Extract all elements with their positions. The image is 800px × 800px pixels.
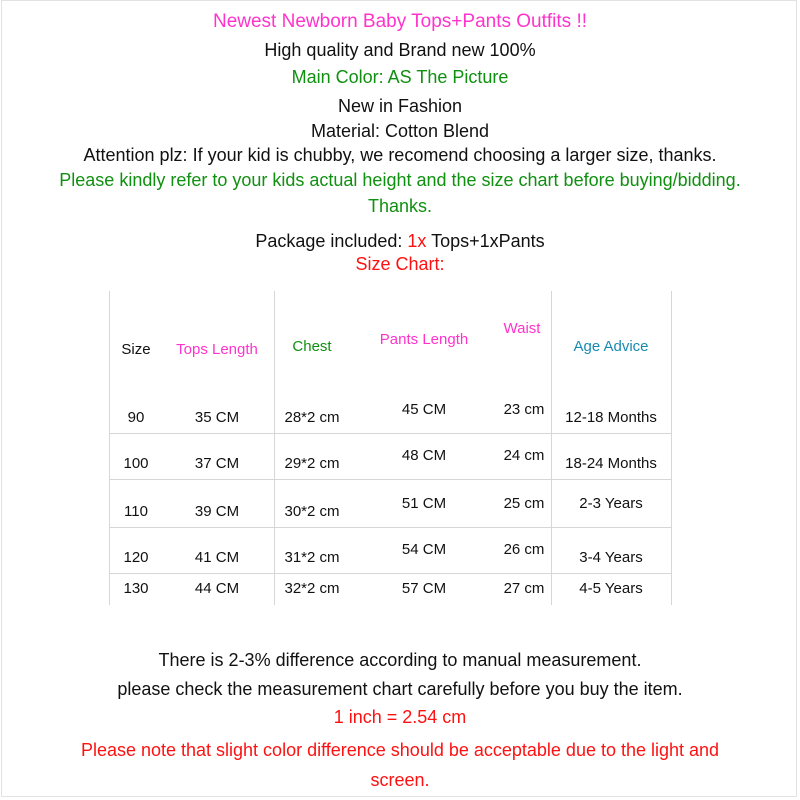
package-prefix: Package included: <box>255 231 408 251</box>
material-text: Material: Cotton Blend <box>310 121 490 141</box>
table-cell: 32*2 cm <box>284 580 340 597</box>
header-size: Size <box>121 341 151 358</box>
table-divider-h1 <box>109 433 672 434</box>
table-cell: 3-4 Years <box>579 549 643 566</box>
table-divider-v1 <box>274 291 275 605</box>
table-cell: 100 <box>123 455 149 472</box>
table-cell: 90 <box>127 409 145 426</box>
table-cell: 29*2 cm <box>284 455 340 472</box>
inch-conversion-text: 1 inch = 2.54 cm <box>333 707 467 727</box>
table-cell: 37 CM <box>194 455 240 472</box>
header-pants-length: Pants Length <box>379 331 469 348</box>
header-age-advice: Age Advice <box>573 338 649 355</box>
table-cell: 57 CM <box>401 580 447 597</box>
table-cell: 27 cm <box>503 580 545 597</box>
table-cell: 30*2 cm <box>284 503 340 520</box>
table-cell: 54 CM <box>401 541 447 558</box>
table-cell: 39 CM <box>194 503 240 520</box>
size-chart-table <box>109 291 672 605</box>
table-border-right <box>671 291 672 605</box>
table-divider-h2 <box>109 479 672 480</box>
fashion-text: New in Fashion <box>337 96 463 116</box>
table-cell: 45 CM <box>401 401 447 418</box>
check-text: please check the measurement chart carefully before you buy the item. <box>117 679 683 699</box>
table-border-left <box>109 291 110 605</box>
table-cell: 48 CM <box>401 447 447 464</box>
main-color-text: Main Color: AS The Picture <box>291 67 509 87</box>
table-divider-v2 <box>551 291 552 605</box>
attention-text: Attention plz: If your kid is chubby, we recomend choosing a larger size, thanks. <box>83 145 717 165</box>
difference-text: There is 2-3% difference according to manual measurement. <box>158 650 642 670</box>
size-chart-label: Size Chart: <box>355 254 445 274</box>
table-cell: 28*2 cm <box>284 409 340 426</box>
table-cell: 2-3 Years <box>579 495 643 512</box>
table-cell: 18-24 Months <box>565 455 657 472</box>
table-cell: 4-5 Years <box>579 580 643 597</box>
color-note-text <box>0 735 800 795</box>
header-waist: Waist <box>503 320 541 337</box>
table-cell: 41 CM <box>194 549 240 566</box>
package-suffix: Tops+1xPants <box>426 231 545 251</box>
table-cell: 130 <box>123 580 149 597</box>
table-cell: 26 cm <box>503 541 545 558</box>
color-note-line1: Please note that slight color difference should be acceptable due to the light and <box>80 740 720 760</box>
table-cell: 110 <box>124 503 148 520</box>
table-cell: 35 CM <box>194 409 240 426</box>
product-title: Newest Newborn Baby Tops+Pants Outfits !! <box>212 11 588 32</box>
table-cell: 51 CM <box>401 495 447 512</box>
table-cell: 44 CM <box>194 580 240 597</box>
refer-text <box>0 167 800 219</box>
table-divider-h4 <box>109 573 672 574</box>
color-note-line2: screen. <box>370 770 430 790</box>
refer-text-line1: Please kindly refer to your kids actual height and the size chart before buying/bidding. <box>59 170 741 190</box>
table-cell: 120 <box>123 549 149 566</box>
package-text <box>0 231 800 252</box>
refer-text-line2: Thanks. <box>367 196 433 216</box>
header-chest: Chest <box>292 338 332 355</box>
table-cell: 12-18 Months <box>565 409 657 426</box>
quality-text: High quality and Brand new 100% <box>264 40 536 60</box>
table-divider-h3 <box>109 527 672 528</box>
package-qty: 1x <box>407 231 427 251</box>
table-cell: 24 cm <box>503 447 545 464</box>
header-tops-length: Tops Length <box>176 341 258 358</box>
table-cell: 25 cm <box>503 495 545 512</box>
table-cell: 31*2 cm <box>284 549 340 566</box>
table-cell: 23 cm <box>503 401 545 418</box>
